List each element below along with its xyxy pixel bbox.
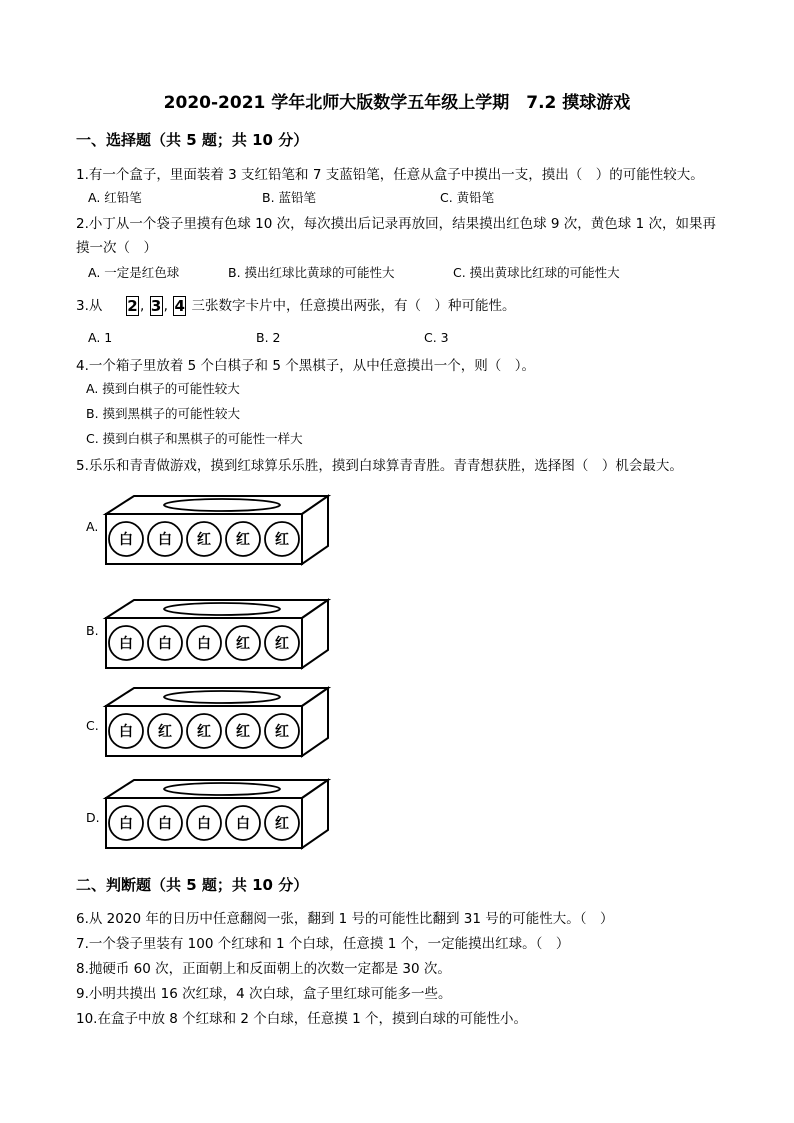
section-heading-choice: 一、选择题（共 5 题；共 10 分） (76, 131, 309, 149)
box-opening (164, 603, 280, 615)
ball-label: 白 (197, 816, 211, 832)
q1-option-c[interactable]: C. 黄铅笔 (440, 190, 495, 205)
ball-label: 白 (119, 816, 133, 832)
question-5: 5.乐乐和青青做游戏，摸到红球算乐乐胜，摸到白球算青青胜。青青想获胜，选择图（ ）机会最大。 (76, 458, 683, 474)
question-6: 6.从 2020 年的日历中任意翻阅一张，翻到 1 号的可能性比翻到 31 号的可能性大。（ ） (76, 911, 614, 927)
q5-option-c-label[interactable]: C. (86, 718, 99, 733)
q3-suffix: 三张数字卡片中，任意摸出两张，有（ ）种可能性。 (191, 298, 516, 314)
number-card-4: 4 (174, 297, 185, 315)
number-card-2: 2 (127, 297, 138, 315)
box-opening (164, 783, 280, 795)
ball-label: 红 (158, 724, 172, 740)
q4-option-a[interactable]: A. 摸到白棋子的可能性较大 (86, 381, 240, 396)
ball-label: 红 (236, 724, 250, 740)
question-8: 8.抛硬币 60 次，正面朝上和反面朝上的次数一定都是 30 次。 (76, 961, 451, 977)
q5-option-d-label[interactable]: D. (86, 810, 100, 825)
ball-label: 红 (197, 724, 211, 740)
q2-option-c[interactable]: C. 摸出黄球比红球的可能性大 (453, 265, 620, 280)
ball-label: 白 (197, 636, 211, 652)
ball-label: 白 (119, 532, 133, 548)
q5-option-b-label[interactable]: B. (86, 623, 99, 638)
q4-option-c[interactable]: C. 摸到白棋子和黑棋子的可能性一样大 (86, 431, 303, 446)
question-9: 9.小明共摸出 16 次红球，4 次白球，盒子里红球可能多一些。 (76, 986, 452, 1002)
question-2-line-2: 摸一次（ ） (76, 240, 157, 256)
q3-option-a[interactable]: A. 1 (88, 330, 113, 345)
question-3: 3.从 2 , 3 , 4 三张数字卡片中，任意摸出两张，有（ ）种可能性。 (76, 297, 516, 315)
section-heading-judge: 二、判断题（共 5 题；共 10 分） (76, 876, 309, 894)
ball-box-a (104, 494, 336, 574)
question-4: 4.一个箱子里放着 5 个白棋子和 5 个黑棋子，从中任意摸出一个，则（ ）。 (76, 358, 535, 374)
q2-option-a[interactable]: A. 一定是红色球 (88, 265, 180, 280)
q3-prefix: 3.从 (76, 298, 103, 314)
ball-label: 红 (197, 532, 211, 548)
ball-label: 红 (236, 532, 250, 548)
ball-box-d (104, 778, 336, 858)
page-title: 2020-2021 学年北师大版数学五年级上学期 7.2 摸球游戏 (163, 93, 631, 113)
ball-box-c (104, 686, 336, 766)
question-10: 10.在盒子中放 8 个红球和 2 个白球，任意摸 1 个，摸到白球的可能性小。 (76, 1011, 527, 1027)
q1-option-a[interactable]: A. 红铅笔 (88, 190, 142, 205)
number-card-3: 3 (150, 297, 162, 315)
q1-option-b[interactable]: B. 蓝铅笔 (262, 190, 317, 205)
q3-option-b[interactable]: B. 2 (256, 330, 281, 345)
q5-option-a-label[interactable]: A. (86, 519, 99, 534)
box-opening (164, 691, 280, 703)
ball-label: 白 (119, 636, 133, 652)
ball-label: 白 (158, 636, 172, 652)
ball-label: 白 (158, 816, 172, 832)
box-opening (164, 499, 280, 511)
ball-label: 红 (275, 816, 289, 832)
ball-label: 白 (119, 724, 133, 740)
ball-label: 红 (275, 532, 289, 548)
q2-option-b[interactable]: B. 摸出红球比黄球的可能性大 (228, 265, 395, 280)
ball-label: 红 (275, 724, 289, 740)
q3-option-c[interactable]: C. 3 (424, 330, 449, 345)
question-2-line-1: 2.小丁从一个袋子里摸有色球 10 次，每次摸出后记录再放回，结果摸出红色球 9 次，黄色球 1 次，如果再 (76, 216, 716, 232)
ball-label: 红 (275, 636, 289, 652)
q4-option-b[interactable]: B. 摸到黑棋子的可能性较大 (86, 406, 241, 421)
ball-label: 白 (236, 816, 250, 832)
question-1: 1.有一个盒子，里面装着 3 支红铅笔和 7 支蓝铅笔，任意从盒子中摸出一支，摸出（ ）的可能性较大。 (76, 167, 704, 183)
ball-label: 红 (236, 636, 250, 652)
ball-box-b (104, 598, 336, 678)
ball-label: 白 (158, 532, 172, 548)
question-7: 7.一个袋子里装有 100 个红球和 1 个白球，任意摸 1 个，一定能摸出红球。（ ） (76, 936, 570, 952)
